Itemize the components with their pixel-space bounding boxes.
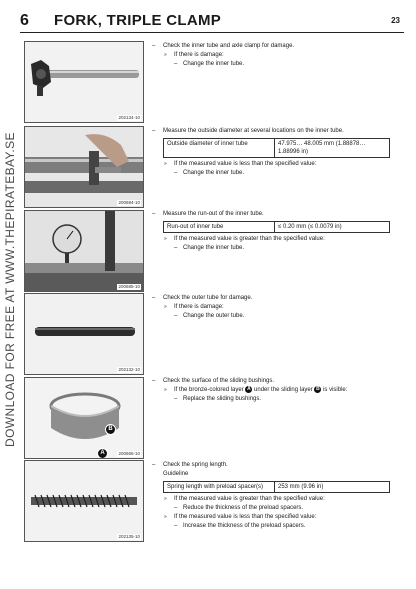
header-rule <box>20 32 404 33</box>
page-number: 23 <box>391 16 400 25</box>
step-outside-diameter: – Measure the outside diameter at several locations on the inner tube. Outside diameter of inner tube 47.975… 48.005 mm (1.88878… 1.88996 in) » If the measured value is less than the specified value: – Change the inner tube. <box>152 127 400 178</box>
step-instruction: Measure the outside diameter at several locations on the inner tube. <box>163 128 344 134</box>
photo-outer-tube <box>24 293 144 375</box>
condition-text: If the measured value is greater than the specified value: <box>174 496 325 502</box>
step-instruction: Check the spring length. <box>163 462 228 468</box>
action-text: Change the outer tube. <box>183 313 245 319</box>
action-text: Reduce the thickness of the preload spacers. <box>183 505 304 511</box>
spec-value: 47.975… 48.005 mm (1.88878… 1.88996 in) <box>275 139 390 158</box>
callout-a: A <box>97 448 108 459</box>
watermark-text: DOWNLOAD FOR FREE AT WWW.THEPIRATEBAY.SE <box>3 132 17 448</box>
spec-label: Spring length with preload spacer(s) <box>164 482 275 493</box>
outer-tube-illustration <box>25 294 143 374</box>
photo-code: 202135-10 <box>118 534 140 539</box>
step-instruction: Check the inner tube and axle clamp for damage. <box>163 43 295 49</box>
step-instruction: Check the surface of the sliding bushings. <box>163 378 275 384</box>
photo-sliding-bushing <box>24 377 144 459</box>
label-b-marker: B <box>316 386 320 392</box>
spec-label: Run-out of inner tube <box>164 222 275 233</box>
photo-measure-run-out <box>24 210 144 292</box>
photo-code: 202134-10 <box>118 115 140 120</box>
bushing-illustration <box>25 378 143 458</box>
spec-table-run-out <box>163 221 390 233</box>
spec-value: 253 mm (9.96 in) <box>275 482 390 493</box>
spec-table-spring-length <box>163 481 390 493</box>
photo-inner-tube-axle-clamp <box>24 41 144 123</box>
condition-text: If the measured value is less than the specified value: <box>174 514 317 520</box>
step-sliding-bushings: – Check the surface of the sliding bushings. » If the bronze-colored layer A under the sliding layer B is visible: – Replace the sliding bushings. <box>152 378 348 403</box>
step-run-out: – Measure the run-out of the inner tube. Run-out of inner tube ≤ 0.20 mm (≤ 0.0079 in) » If the measured value is greater than the specified value: – Change the inner tube. <box>152 210 400 253</box>
photo-fork-spring <box>24 460 144 542</box>
step-inner-tube-damage: – Check the inner tube and axle clamp for damage. » If there is damage: – Change the inner tube. <box>152 43 295 67</box>
condition-text: If there is damage: <box>174 52 224 58</box>
condition-text: If there is damage: <box>174 304 224 310</box>
condition-text: If the measured value is less than the specified value: <box>174 161 317 167</box>
step-outer-tube-damage: – Check the outer tube for damage. » If there is damage: – Change the outer tube. <box>152 295 253 319</box>
photo-code: 200665-10 <box>118 451 140 456</box>
action-text: Change the inner tube. <box>183 61 245 67</box>
photo-code: 200684-10 <box>118 200 140 205</box>
step-instruction: Check the outer tube for damage. <box>163 295 253 301</box>
step-spring-length: – Check the spring length. Guideline Spring length with preload spacer(s) 253 mm (9.96 in) » If the measured value is greater than the specified value: – Reduce the thickness of the preload spacers. » If the measured value is less than the specified value: – Increase the thickness of the preload spacers. <box>152 461 400 531</box>
action-text: Replace the sliding bushings. <box>183 396 262 403</box>
spec-table-outside-diameter <box>163 138 390 158</box>
guideline-label: Guideline <box>163 471 189 477</box>
spring-illustration <box>25 461 143 541</box>
chapter-number: 6 <box>20 12 29 29</box>
action-text: Change the inner tube. <box>183 170 245 176</box>
photo-measure-outside-diameter <box>24 126 144 208</box>
chapter-title: FORK, TRIPLE CLAMP <box>54 12 222 29</box>
step-instruction: Measure the run-out of the inner tube. <box>163 211 264 217</box>
page-header <box>20 12 404 32</box>
condition-text: If the measured value is greater than the specified value: <box>174 236 325 242</box>
callout-b: B <box>105 424 116 435</box>
dial-gauge-illustration <box>25 211 143 291</box>
spec-label: Outside diameter of inner tube <box>164 139 275 158</box>
action-text: Change the inner tube. <box>183 245 245 251</box>
condition-text: If the bronze-colored layer A under the sliding layer B is visible: <box>174 386 348 394</box>
photo-code: 202132-10 <box>118 367 140 372</box>
inner-tube-illustration <box>25 42 143 122</box>
photo-code: 200685-10 <box>118 284 140 289</box>
spec-value: ≤ 0.20 mm (≤ 0.0079 in) <box>275 222 390 233</box>
label-a-marker: A <box>247 386 251 392</box>
micrometer-illustration <box>25 127 143 207</box>
action-text: Increase the thickness of the preload spacers. <box>183 523 306 529</box>
